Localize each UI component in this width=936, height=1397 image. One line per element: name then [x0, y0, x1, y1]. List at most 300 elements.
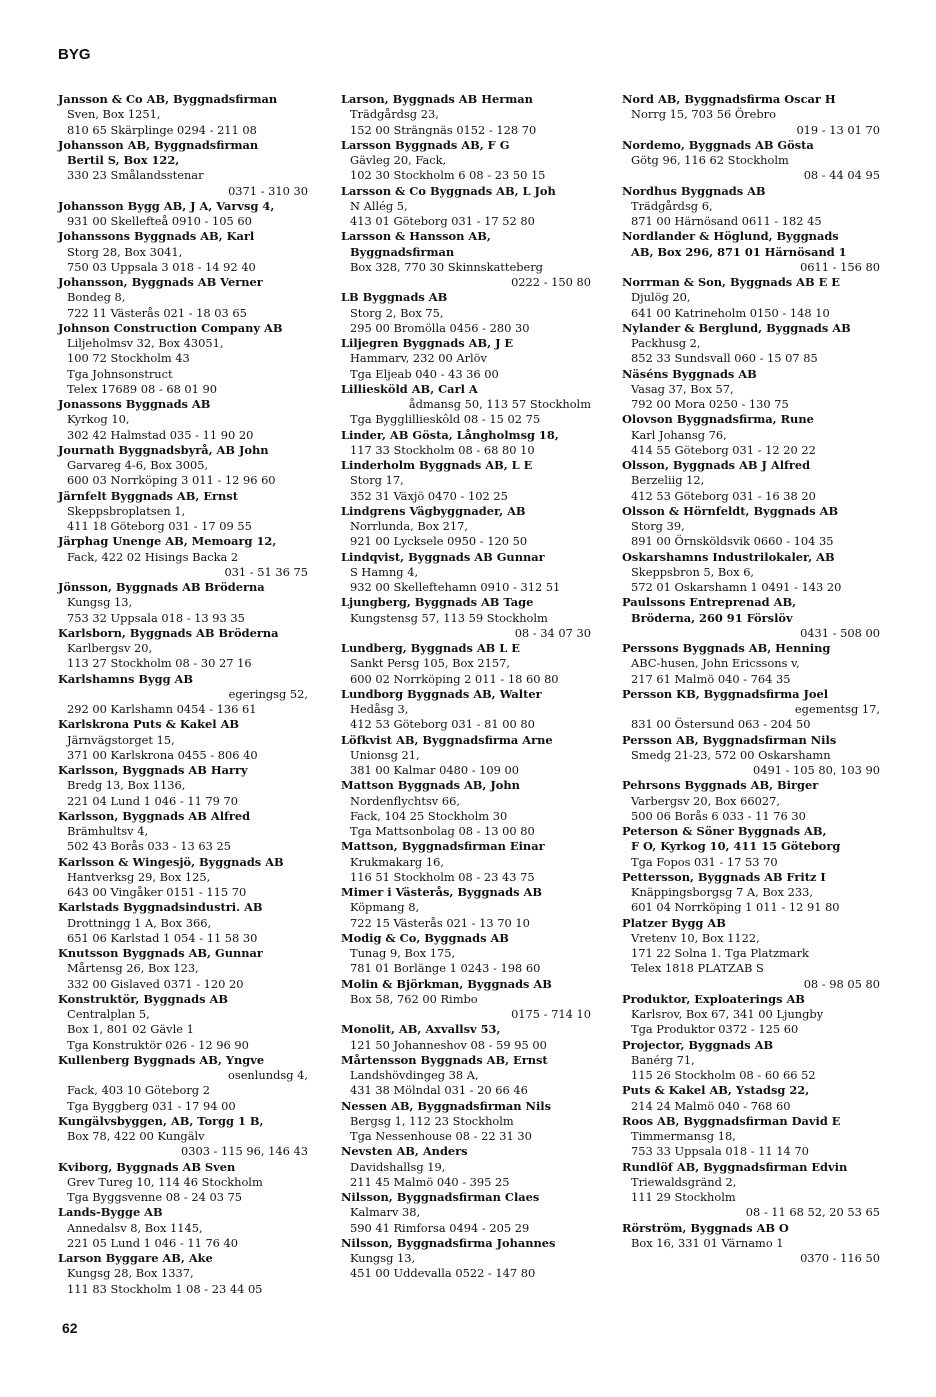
entry-name: Karlskrona Puts & Kakel AB — [58, 717, 240, 732]
entry-detail: 116 51 Stockholm 08 - 23 43 75 — [350, 869, 535, 884]
entry-detail: 08 - 11 68 52, 20 53 65 — [745, 1205, 880, 1220]
entry-detail: Berzeliig 12, — [631, 473, 705, 488]
entry-detail: 0431 - 508 00 — [800, 625, 880, 640]
entry-detail: ABC-husen, John Ericssons v, — [631, 656, 800, 671]
entry-detail: Tga Byggsvenne 08 - 24 03 75 — [67, 1190, 243, 1204]
entry-detail: Box 58, 762 00 Rimbo — [350, 991, 478, 1006]
section-header: BYG — [58, 46, 91, 63]
entry-name: Larson Byggare AB, Ake — [58, 1251, 213, 1265]
entry-name: Karlsson, Byggnads AB Alfred — [58, 808, 251, 823]
entry-detail: 0370 - 116 50 — [800, 1251, 880, 1265]
entry-name: Larsson & Hansson AB, — [341, 229, 491, 244]
directory-entry — [622, 184, 902, 230]
entry-detail: 852 33 Sundsvall 060 - 15 07 85 — [631, 351, 818, 366]
entry-detail: 411 18 Göteborg 031 - 17 09 55 — [67, 519, 252, 533]
entry-name: Lindgrens Vägbyggnader, AB — [341, 503, 526, 518]
entry-detail: Karlsrov, Box 67, 341 00 Ljungby — [631, 1007, 824, 1021]
entry-name: Nordemo, Byggnads AB Gösta — [622, 137, 814, 152]
entry-name: Rörström, Byggnads AB O — [622, 1220, 789, 1235]
entry-detail: Tga Fopos 031 - 17 53 70 — [631, 854, 778, 869]
entry-detail: 414 55 Göteborg 031 - 12 20 22 — [631, 442, 816, 457]
entry-detail: 722 11 Västerås 021 - 18 03 65 — [67, 305, 247, 320]
entry-name: Nevsten AB, Anders — [341, 1144, 468, 1159]
entry-name: Johansson, Byggnads AB Verner — [58, 275, 263, 289]
entry-name: Norrman & Son, Byggnads AB E E — [622, 275, 840, 289]
entry-detail: 302 42 Halmstad 035 - 11 90 20 — [67, 427, 254, 442]
entry-detail: 0491 - 105 80, 103 90 — [752, 763, 880, 777]
entry-name: Karlsborn, Byggnads AB Bröderna — [58, 625, 279, 640]
entry-detail: 08 - 34 07 30 — [514, 625, 591, 640]
entry-name: Nilsson, Byggnadsfirman Claes — [341, 1190, 540, 1204]
entry-detail: 221 04 Lund 1 046 - 11 79 70 — [67, 793, 239, 808]
entry-name: Journath Byggnadsbyrå, AB John — [58, 442, 269, 457]
entry-name: Persson AB, Byggnadsfirman Nils — [622, 732, 837, 747]
entry-detail: Davidshallsg 19, — [350, 1159, 446, 1174]
entry-detail: Hantverksg 29, Box 125, — [67, 869, 211, 884]
entry-detail: Bergsg 1, 112 23 Stockholm — [350, 1113, 514, 1128]
entry-detail: Bondeg 8, — [67, 290, 126, 305]
entry-detail: Telex 17689 08 - 68 01 90 — [67, 381, 218, 396]
directory-entry — [58, 946, 328, 992]
directory-entry — [622, 321, 902, 367]
directory-entry — [58, 1053, 328, 1114]
entry-detail: Fack, 422 02 Hisings Backa 2 — [67, 549, 239, 564]
directory-entry — [58, 763, 328, 809]
entry-name: Konstruktör, Byggnads AB — [58, 991, 228, 1006]
entry-detail: 0175 - 714 10 — [511, 1007, 591, 1021]
entry-detail: Trädgårdsg 23, — [350, 107, 439, 122]
entry-detail: egeringsg 52, — [228, 686, 308, 701]
entry-detail: 121 50 Johanneshov 08 - 59 95 00 — [350, 1037, 547, 1052]
entry-detail: Djulög 20, — [631, 290, 691, 305]
entry-name: Lindqvist, Byggnads AB Gunnar — [341, 549, 545, 564]
entry-name: Johansson Bygg AB, J A, Varvsg 4, — [58, 198, 275, 213]
entry-detail: Tga Nessenhouse 08 - 22 31 30 — [350, 1129, 532, 1143]
entry-name: Karlstads Byggnadsindustri. AB — [58, 900, 263, 915]
entry-name: Olsson, Byggnads AB J Alfred — [622, 458, 811, 472]
entry-detail: Box 16, 331 01 Värnamo 1 — [631, 1235, 784, 1250]
directory-entry — [622, 92, 902, 138]
entry-name: Linder, AB Gösta, Långholmsg 18, — [341, 427, 559, 442]
directory-entry — [622, 992, 902, 1038]
directory-entry — [58, 199, 328, 230]
directory-entry — [58, 275, 328, 321]
entry-detail: Kungsg 13, — [67, 595, 133, 610]
entry-detail: 932 00 Skelleftehamn 0910 - 312 51 — [350, 580, 561, 594]
directory-entry — [341, 458, 607, 504]
entry-detail: 412 53 Göteborg 031 - 16 38 20 — [631, 488, 816, 503]
directory-entry — [58, 1160, 328, 1206]
entry-detail: Kungsg 28, Box 1337, — [67, 1266, 194, 1281]
entry-detail: egementsg 17, — [794, 702, 880, 716]
entry-name: Monolit, AB, Axvallsv 53, — [341, 1022, 501, 1037]
entry-detail: Centralplan 5, — [67, 1007, 150, 1021]
directory-entry — [622, 275, 902, 321]
directory-entry — [622, 504, 902, 550]
directory-column-1 — [58, 92, 328, 1297]
entry-name: Rundlöf AB, Byggnadsfirman Edvin — [622, 1159, 848, 1174]
directory-entry — [622, 595, 902, 641]
entry-name: Karlsson & Wingesjö, Byggnads AB — [58, 854, 284, 869]
directory-entry — [341, 1053, 607, 1099]
entry-detail: 330 23 Smålandsstenar — [67, 168, 204, 183]
directory-entry — [341, 1236, 607, 1282]
entry-name: Lands-Bygge AB — [58, 1205, 163, 1220]
directory-entry — [341, 1022, 607, 1053]
entry-name: Linderholm Byggnads AB, L E — [341, 458, 533, 472]
entry-detail: Kungstensg 57, 113 59 Stockholm — [350, 610, 548, 625]
entry-detail: Sven, Box 1251, — [67, 107, 161, 122]
entry-detail: Vasag 37, Box 57, — [631, 381, 734, 396]
directory-entry — [341, 336, 607, 382]
directory-entry — [341, 1190, 607, 1236]
entry-detail: Tga Byggberg 031 - 17 94 00 — [67, 1098, 236, 1113]
entry-detail: Telex 1818 PLATZAB S — [631, 961, 764, 976]
directory-entry — [341, 977, 607, 1023]
entry-detail: 572 01 Oskarshamn 1 0491 - 143 20 — [631, 580, 842, 594]
directory-entry — [622, 687, 902, 733]
entry-detail: 111 83 Stockholm 1 08 - 23 44 05 — [67, 1281, 263, 1296]
entry-name: Kullenberg Byggnads AB, Yngve — [58, 1052, 265, 1067]
entry-detail: Trädgårdsg 6, — [631, 198, 713, 213]
entry-name: Nordhus Byggnads AB — [622, 183, 766, 198]
entry-detail: 643 00 Vingåker 0151 - 115 70 — [67, 885, 247, 899]
entry-detail: 031 - 51 36 75 — [224, 564, 308, 579]
entry-name: Molin & Björkman, Byggnads AB — [341, 976, 552, 991]
entry-detail: Brämhultsv 4, — [67, 824, 149, 838]
entry-name: Perssons Byggnads AB, Henning — [622, 641, 831, 655]
entry-detail: 217 61 Malmö 040 - 764 35 — [631, 671, 791, 686]
directory-entry — [341, 1144, 607, 1190]
entry-detail: Bredg 13, Box 1136, — [67, 778, 186, 793]
directory-entry — [341, 839, 607, 885]
entry-name: Karlshamns Bygg AB — [58, 671, 194, 686]
entry-name: Liljegren Byggnads AB, J E — [341, 336, 514, 350]
entry-detail: 0611 - 156 80 — [800, 259, 880, 274]
entry-detail: Skeppsbroplatsen 1, — [67, 503, 186, 518]
entry-detail: 871 00 Härnösand 0611 - 182 45 — [631, 214, 822, 228]
entry-detail: Hedåsg 3, — [350, 702, 409, 716]
entry-name: Produktor, Exploaterings AB — [622, 991, 805, 1006]
entry-name: Larson, Byggnads AB Herman — [341, 92, 533, 106]
entry-detail: 413 01 Göteborg 031 - 17 52 80 — [350, 214, 535, 228]
directory-entry — [622, 1114, 902, 1160]
directory-entry — [622, 550, 902, 596]
entry-name: Nordlander & Höglund, Byggnads — [622, 229, 839, 244]
entry-detail: 831 00 Östersund 063 - 204 50 — [631, 717, 811, 732]
entry-detail: 600 02 Norrköping 2 011 - 18 60 80 — [350, 671, 559, 686]
entry-detail: 641 00 Katrineholm 0150 - 148 10 — [631, 305, 830, 320]
entry-name: Mimer i Västerås, Byggnads AB — [341, 885, 542, 899]
directory-entry — [622, 870, 902, 916]
entry-detail: 891 00 Örnsköldsvik 0660 - 104 35 — [631, 534, 834, 549]
entry-detail: Storg 28, Box 3041, — [67, 244, 183, 259]
entry-detail: Annedalsv 8, Box 1145, — [67, 1220, 203, 1235]
directory-entry — [341, 733, 607, 779]
entry-name: Roos AB, Byggnadsfirman David E — [622, 1113, 841, 1128]
entry-detail: Box 78, 422 00 Kungälv — [67, 1129, 205, 1143]
entry-detail: Tga Eljeab 040 - 43 36 00 — [350, 366, 499, 381]
entry-detail: 0303 - 115 96, 146 43 — [180, 1144, 308, 1159]
directory-entry — [341, 428, 607, 459]
entry-detail: Box 1, 801 02 Gävle 1 — [67, 1022, 194, 1037]
entry-detail: 115 26 Stockholm 08 - 60 66 52 — [631, 1068, 816, 1082]
entry-detail: 750 03 Uppsala 3 018 - 14 92 40 — [67, 259, 256, 274]
entry-detail: Byggnadsfirman — [350, 244, 455, 259]
entry-name: Modig & Co, Byggnads AB — [341, 930, 509, 945]
directory-entry — [341, 931, 607, 977]
entry-detail: 451 00 Uddevalla 0522 - 147 80 — [350, 1266, 536, 1281]
directory-entry — [341, 778, 607, 839]
entry-name: Nilsson, Byggnadsfirma Johannes — [341, 1235, 556, 1250]
page-number: 62 — [62, 1320, 78, 1336]
entry-name: Johnson Construction Company AB — [58, 320, 283, 335]
entry-name: Peterson & Söner Byggnads AB, — [622, 824, 827, 838]
entry-name: Lilliesköld AB, Carl A — [341, 381, 478, 396]
entry-name: Kviborg, Byggnads AB Sven — [58, 1159, 236, 1174]
entry-detail: Norrlunda, Box 217, — [350, 519, 468, 533]
directory-entry — [58, 672, 328, 718]
directory-entry — [58, 1251, 328, 1297]
directory-entry — [341, 92, 607, 138]
entry-name: Järnfelt Byggnads AB, Ernst — [58, 488, 238, 503]
entry-detail: Kalmarv 38, — [350, 1205, 421, 1220]
entry-detail: 211 45 Malmö 040 - 395 25 — [350, 1174, 510, 1189]
directory-entry — [58, 489, 328, 535]
entry-detail: Storg 39, — [631, 519, 685, 533]
entry-detail: Banérg 71, — [631, 1052, 695, 1067]
entry-name: Nylander & Berglund, Byggnads AB — [622, 320, 851, 335]
entry-detail: 0371 - 310 30 — [228, 183, 308, 198]
directory-entry — [341, 1099, 607, 1145]
entry-name: Jansson & Co AB, Byggnadsfirman — [58, 92, 278, 106]
entry-detail: Kyrkog 10, — [67, 412, 130, 427]
entry-detail: 113 27 Stockholm 08 - 30 27 16 — [67, 656, 252, 671]
directory-entry — [58, 138, 328, 199]
entry-detail: Landshövdingeg 38 A, — [350, 1068, 479, 1082]
entry-detail: 08 - 98 05 80 — [803, 976, 880, 991]
entry-name: Järphag Unenge AB, Memoarg 12, — [58, 534, 277, 549]
entry-detail: Köpmang 8, — [350, 900, 420, 915]
entry-detail: 381 00 Kalmar 0480 - 109 00 — [350, 763, 520, 777]
directory-entry — [58, 92, 328, 138]
entry-detail: 590 41 Rimforsa 0494 - 205 29 — [350, 1220, 530, 1235]
entry-detail: 352 31 Växjö 0470 - 102 25 — [350, 488, 508, 503]
entry-detail: Norrg 15, 703 56 Örebro — [631, 107, 776, 122]
directory-entry — [622, 641, 902, 687]
entry-detail: AB, Box 296, 871 01 Härnösand 1 — [631, 244, 847, 259]
directory-entry — [622, 1221, 902, 1267]
entry-name: Näséns Byggnads AB — [622, 366, 757, 381]
entry-detail: 810 65 Skärplinge 0294 - 211 08 — [67, 122, 257, 137]
directory-entry — [341, 595, 607, 641]
entry-detail: 753 33 Uppsala 018 - 11 14 70 — [631, 1144, 809, 1159]
entry-detail: 221 05 Lund 1 046 - 11 76 40 — [67, 1235, 239, 1250]
entry-detail: Skeppsbron 5, Box 6, — [631, 564, 755, 579]
entry-detail: Kungsg 13, — [350, 1251, 416, 1265]
entry-name: Löfkvist AB, Byggnadsfirma Arne — [341, 732, 553, 747]
entry-detail: 431 38 Mölndal 031 - 20 66 46 — [350, 1083, 528, 1098]
entry-name: Kungälvsbyggen, AB, Torgg 1 B, — [58, 1113, 264, 1128]
directory-entry — [622, 229, 902, 275]
directory-entry — [622, 138, 902, 184]
entry-detail: ådmansg 50, 113 57 Stockholm — [408, 397, 591, 411]
entry-name: Nessen AB, Byggnadsfirman Nils — [341, 1098, 552, 1113]
directory-entry — [341, 382, 607, 428]
entry-detail: Tga Produktor 0372 - 125 60 — [631, 1022, 799, 1037]
entry-detail: 753 32 Uppsala 018 - 13 93 35 — [67, 610, 245, 625]
entry-name: Lundberg, Byggnads AB L E — [341, 641, 520, 655]
entry-name: Ljungberg, Byggnads AB Tage — [341, 595, 534, 610]
entry-detail: Varbergsv 20, Box 66027, — [631, 793, 780, 808]
entry-detail: Tga Mattsonbolag 08 - 13 00 80 — [350, 824, 535, 838]
entry-detail: S Hamng 4, — [350, 564, 419, 579]
directory-entry — [58, 717, 328, 763]
entry-detail: Bröderna, 260 91 Förslöv — [631, 610, 793, 625]
entry-detail: F O, Kyrkog 10, 411 15 Göteborg — [631, 839, 841, 854]
entry-detail: Sankt Persg 105, Box 2157, — [350, 656, 510, 671]
directory-entry — [58, 397, 328, 443]
entry-detail: 931 00 Skellefteå 0910 - 105 60 — [67, 214, 252, 228]
entry-detail: Bertil S, Box 122, — [67, 153, 180, 167]
entry-detail: Storg 2, Box 75, — [350, 305, 444, 320]
entry-name: Platzer Bygg AB — [622, 915, 726, 930]
entry-detail: 781 01 Borlänge 1 0243 - 198 60 — [350, 961, 541, 976]
entry-name: Paulssons Entreprenad AB, — [622, 595, 797, 610]
entry-name: Mårtensson Byggnads AB, Ernst — [341, 1052, 548, 1067]
entry-detail: Nordenflychtsv 66, — [350, 793, 460, 808]
entry-detail: 371 00 Karlskrona 0455 - 806 40 — [67, 747, 258, 762]
entry-detail: 117 33 Stockholm 08 - 68 80 10 — [350, 442, 535, 457]
entry-name: Pehrsons Byggnads AB, Birger — [622, 778, 819, 793]
entry-detail: Gävleg 20, Fack, — [350, 153, 447, 167]
directory-entry — [622, 733, 902, 779]
directory-entry — [58, 229, 328, 275]
entry-detail: Packhusg 2, — [631, 336, 701, 350]
directory-entry — [341, 290, 607, 336]
directory-entry — [341, 504, 607, 550]
entry-detail: Järnvägstorget 15, — [67, 732, 175, 747]
directory-entry — [58, 809, 328, 855]
entry-detail: Karl Johansg 76, — [631, 427, 727, 442]
entry-detail: 500 06 Borås 6 033 - 11 76 30 — [631, 808, 806, 823]
entry-detail: 08 - 44 04 95 — [803, 168, 880, 183]
entry-detail: Drottningg 1 A, Box 366, — [67, 915, 212, 930]
directory-entry — [622, 367, 902, 413]
entry-detail: N Allég 5, — [350, 198, 408, 213]
directory-entry — [58, 1114, 328, 1160]
entry-detail: Tga Konstruktör 026 - 12 96 90 — [67, 1037, 249, 1052]
entry-detail: osenlundsg 4, — [227, 1068, 308, 1082]
entry-detail: Smedg 21-23, 572 00 Oskarshamn — [631, 747, 831, 762]
entry-detail: 019 - 13 01 70 — [796, 122, 880, 137]
entry-detail: 792 00 Mora 0250 - 130 75 — [631, 397, 789, 411]
entry-detail: 412 53 Göteborg 031 - 81 00 80 — [350, 717, 535, 732]
entry-detail: Fack, 403 10 Göteborg 2 — [67, 1083, 210, 1098]
entry-detail: Tga Johnsonstruct — [67, 366, 173, 381]
entry-detail: Knäppingsborgsg 7 A, Box 233, — [631, 885, 813, 899]
entry-name: Jonassons Byggnads AB — [58, 397, 211, 411]
directory-entry — [58, 992, 328, 1053]
entry-detail: Grev Tureg 10, 114 46 Stockholm — [67, 1174, 263, 1189]
directory-entry — [622, 1038, 902, 1084]
entry-detail: Vretenv 10, Box 1122, — [631, 930, 760, 945]
entry-detail: 214 24 Malmö 040 - 768 60 — [631, 1098, 791, 1113]
entry-detail: 295 00 Bromölla 0456 - 280 30 — [350, 320, 530, 335]
entry-detail: Mårtensg 26, Box 123, — [67, 961, 199, 976]
entry-name: Oskarshamns Industrilokaler, AB — [622, 549, 835, 564]
entry-detail: 102 30 Stockholm 6 08 - 23 50 15 — [350, 168, 546, 183]
directory-entry — [341, 641, 607, 687]
entry-detail: 921 00 Lycksele 0950 - 120 50 — [350, 534, 528, 549]
entry-detail: 502 43 Borås 033 - 13 63 25 — [67, 839, 231, 854]
entry-name: Larsson & Co Byggnads AB, L Joh — [341, 183, 556, 198]
entry-name: Knutsson Byggnads AB, Gunnar — [58, 946, 263, 960]
entry-name: Johanssons Byggnads AB, Karl — [58, 229, 255, 244]
entry-name: Persson KB, Byggnadsfirma Joel — [622, 686, 829, 701]
directory-entry — [341, 550, 607, 596]
directory-entry — [58, 321, 328, 397]
directory-entry — [622, 412, 902, 458]
entry-detail: 601 04 Norrköping 1 011 - 12 91 80 — [631, 900, 840, 915]
directory-entry — [622, 916, 902, 992]
directory-entry — [58, 855, 328, 901]
entry-detail: 100 72 Stockholm 43 — [67, 351, 190, 366]
entry-name: Jönsson, Byggnads AB Bröderna — [58, 580, 265, 594]
entry-name: Projector, Byggnads AB — [622, 1037, 774, 1052]
directory-entry — [58, 626, 328, 672]
directory-entry — [622, 1083, 902, 1114]
entry-detail: 152 00 Strängnäs 0152 - 128 70 — [350, 122, 537, 137]
entry-detail: Krukmakarg 16, — [350, 854, 444, 869]
entry-detail: 332 00 Gislaved 0371 - 120 20 — [67, 976, 244, 991]
entry-detail: 722 15 Västerås 021 - 13 70 10 — [350, 915, 530, 930]
entry-name: Karlsson, Byggnads AB Harry — [58, 763, 248, 777]
entry-name: Larsson Byggnads AB, F G — [341, 137, 510, 152]
entry-detail: 171 22 Solna 1. Tga Platzmark — [631, 946, 809, 960]
entry-name: Johansson AB, Byggnadsfirman — [58, 137, 259, 152]
entry-detail: Fack, 104 25 Stockholm 30 — [350, 808, 508, 823]
entry-name: Nord AB, Byggnadsfirma Oscar H — [622, 92, 836, 106]
directory-entry — [341, 687, 607, 733]
entry-detail: Karlbergsv 20, — [67, 641, 153, 655]
directory-column-2 — [341, 92, 607, 1282]
entry-detail: 600 03 Norrköping 3 011 - 12 96 60 — [67, 473, 276, 488]
entry-detail: Unionsg 21, — [350, 747, 420, 762]
entry-detail: Garvareg 4-6, Box 3005, — [67, 458, 209, 472]
entry-detail: Tga Bygglillieskôld 08 - 15 02 75 — [350, 412, 541, 427]
directory-entry — [58, 534, 328, 580]
entry-detail: Box 328, 770 30 Skinnskatteberg — [350, 259, 543, 274]
entry-name: Puts & Kakel AB, Ystadsg 22, — [622, 1083, 810, 1098]
entry-detail: Timmermansg 18, — [631, 1129, 736, 1143]
entry-detail: Tunag 9, Box 175, — [350, 946, 456, 960]
entry-name: Pettersson, Byggnads AB Fritz I — [622, 869, 826, 884]
directory-entry — [58, 1205, 328, 1251]
directory-entry — [622, 824, 902, 870]
entry-name: Olsson & Hörnfeldt, Byggnads AB — [622, 503, 839, 518]
entry-detail: Götg 96, 116 62 Stockholm — [631, 153, 789, 167]
entry-detail: Triewaldsgränd 2, — [631, 1174, 737, 1189]
directory-entry — [341, 885, 607, 931]
directory-entry — [341, 138, 607, 184]
directory-entry — [622, 1160, 902, 1221]
directory-entry — [58, 443, 328, 489]
entry-name: Mattson Byggnads AB, John — [341, 778, 520, 793]
directory-entry — [341, 229, 607, 290]
entry-name: Mattson, Byggnadsfirman Einar — [341, 839, 545, 854]
directory-entry — [341, 184, 607, 230]
